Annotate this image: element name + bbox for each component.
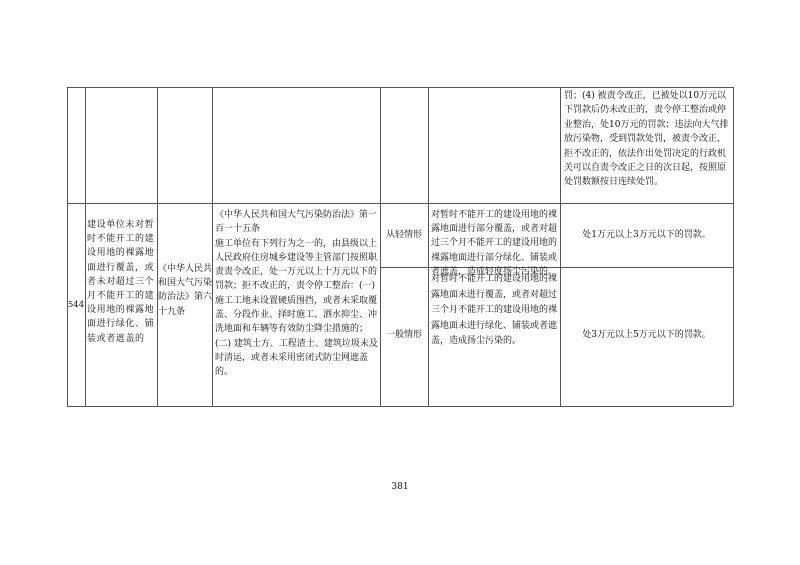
- continuation-penalty-text: 罚；(4) 被责令改正，已被处以10万元以下罚款后仍未改正的，责令停工整治或停业整治，处10万元的罚款；违法向大气排放污染物，受到罚款处罚，被责令改正，拒不改正的，依法作出处罚决定的行政机关可以自责令改正之日的次日起，按照原处罚数额按日连续处罚。: [564, 91, 729, 188]
- circumstance-description-2: 对暂时不能开工的建设用地的裸露地面未进行覆盖，或者对超过三个月不能开工的建设用地的裸露地面未进行绿化、铺装或者遮盖，造成扬尘污染的。: [431, 274, 558, 346]
- violation-matter: 建设单位未对暂时不能开工的建设用地的裸露地面进行覆盖，或者未对超过三个月不能开工的建设用地的裸露地面进行绿化、铺装或者遮盖的: [87, 220, 155, 344]
- legal-basis: 《中华人民共和国大气污染防治法》第六十九条: [158, 264, 213, 317]
- penalty-standard-1: 处1万元以上3万元以下的罚款。: [582, 230, 711, 240]
- circumstance-level-2: 一般情形: [385, 330, 422, 340]
- page-number: 381: [391, 482, 409, 492]
- circumstance-description-1: 对暂时不能开工的建设用地的裸露地面进行部分覆盖，或者对超过三个月不能开工的建设用地的裸露地面进行部分绿化、铺装或者遮盖，造成轻度扬尘污染的。: [431, 210, 558, 277]
- row-number: 544: [67, 300, 85, 310]
- penalty-basis: 《中华人民共和国大气污染防治法》第一百一十五条 施工单位有下列行为之一的，由县级以上人民政府住房城乡建设等主管部门按照职责责令改正，处一万元以上十万元以下的罚款；拒不改正的，责令停工整治：(一) 施工工地未设置硬质围挡，或者未采取覆盖、分段作业、择时施工、洒水抑尘、冲洗地面和车辆等有效防尘降尘措施的；(二) 建筑土方、工程渣土、建筑垃圾未及时清运，或者未采用密闭式防尘网遮盖的。: [215, 210, 378, 378]
- circumstance-level-1: 从轻情形: [385, 230, 422, 240]
- penalty-standard-2: 处3万元以上5万元以下的罚款。: [582, 330, 711, 340]
